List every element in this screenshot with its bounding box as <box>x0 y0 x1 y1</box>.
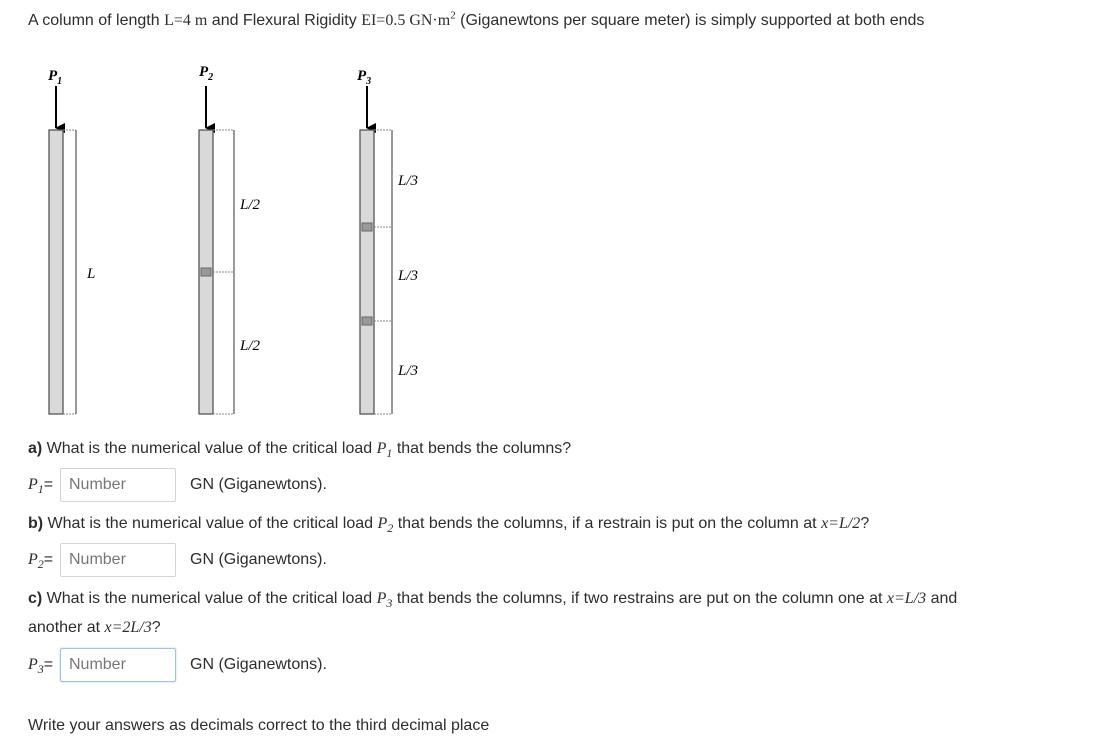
question-c-text-before: What is the numerical value of the critical load <box>42 590 377 607</box>
answer-a-unit: GN (Giganewtons). <box>190 476 327 493</box>
column-2 <box>199 64 261 414</box>
question-a <box>28 440 572 461</box>
load-label-p3: $P_3$ <box>357 68 372 87</box>
column-3-body <box>360 130 374 414</box>
question-b-text-mid: that bends the columns, if a restrain is put on the column at <box>393 515 822 532</box>
question-c <box>28 590 958 611</box>
column-2-bottom-label: L/2 <box>240 338 261 354</box>
answer-c-unit: GN (Giganewtons). <box>190 656 327 673</box>
question-a-var: $P_1$ <box>376 440 393 461</box>
column-1-body <box>49 130 63 414</box>
length-expression: L=4 m <box>164 12 208 29</box>
intro-text-mid: and Flexural Rigidity <box>207 12 362 29</box>
question-c-var: $P_3$ <box>376 590 393 611</box>
question-c-position-2: x=2L/3 <box>104 619 152 636</box>
answer-b-unit: GN (Giganewtons). <box>190 551 327 568</box>
column-3-mid-label: L/3 <box>398 268 419 284</box>
question-b-text-after: ? <box>860 515 870 532</box>
column-1-length-label: L <box>87 266 96 282</box>
answer-c-row <box>28 647 327 683</box>
question-c-text-and: and <box>926 590 958 607</box>
question-a-prefix: a) <box>28 440 43 457</box>
answer-a-row <box>28 467 327 503</box>
question-c-prefix: c) <box>28 590 43 607</box>
question-b-position: x=L/2 <box>821 515 861 532</box>
question-a-text-before: What is the numerical value of the critical load <box>42 440 377 457</box>
question-a-text-after: that bends the columns? <box>392 440 572 457</box>
question-b-text-before: What is the numerical value of the critical load <box>43 515 378 532</box>
column-3-bottom-label: L/3 <box>398 363 419 379</box>
restraint-2-mid <box>201 268 211 276</box>
question-b-var: $P_2$ <box>377 515 394 536</box>
question-c-text-after: ? <box>151 619 161 636</box>
answer-a-label: $P_1=$ <box>28 476 54 497</box>
column-3-top-label: L/3 <box>398 173 419 189</box>
restraint-3-upper <box>362 223 372 231</box>
intro-text-before: A column of length <box>28 12 165 29</box>
p2-answer-input[interactable] <box>60 543 176 577</box>
instructions-footer: Write your answers as decimals correct to the third decimal place <box>28 717 490 734</box>
question-c-text-mid: that bends the columns, if two restrains are put on the column one at <box>392 590 887 607</box>
column-2-top-label: L/2 <box>240 197 261 213</box>
load-label-p2: $P_2$ <box>199 64 214 83</box>
question-c-line-2 <box>28 619 161 637</box>
question-b <box>28 515 870 536</box>
question-c-line2-before: another at <box>28 619 105 636</box>
column-1 <box>48 68 95 414</box>
question-b-prefix: b) <box>28 515 44 532</box>
load-label-p1: $P_1$ <box>48 68 63 87</box>
p3-answer-input[interactable] <box>60 648 176 682</box>
answer-b-label: $P_2=$ <box>28 551 54 572</box>
restraint-3-lower <box>362 317 372 325</box>
p1-answer-input[interactable] <box>60 468 176 502</box>
answer-c-label: $P_3=$ <box>28 656 54 677</box>
question-c-position-1: x=L/3 <box>886 590 927 607</box>
intro-text-after: (Giganewtons per square meter) is simply supported at both ends <box>455 12 925 29</box>
answer-b-row <box>28 542 327 578</box>
rigidity-exponent: 2 <box>450 9 456 22</box>
column-3 <box>357 68 418 414</box>
rigidity-expression: EI=0.5 GN·m <box>361 12 451 29</box>
